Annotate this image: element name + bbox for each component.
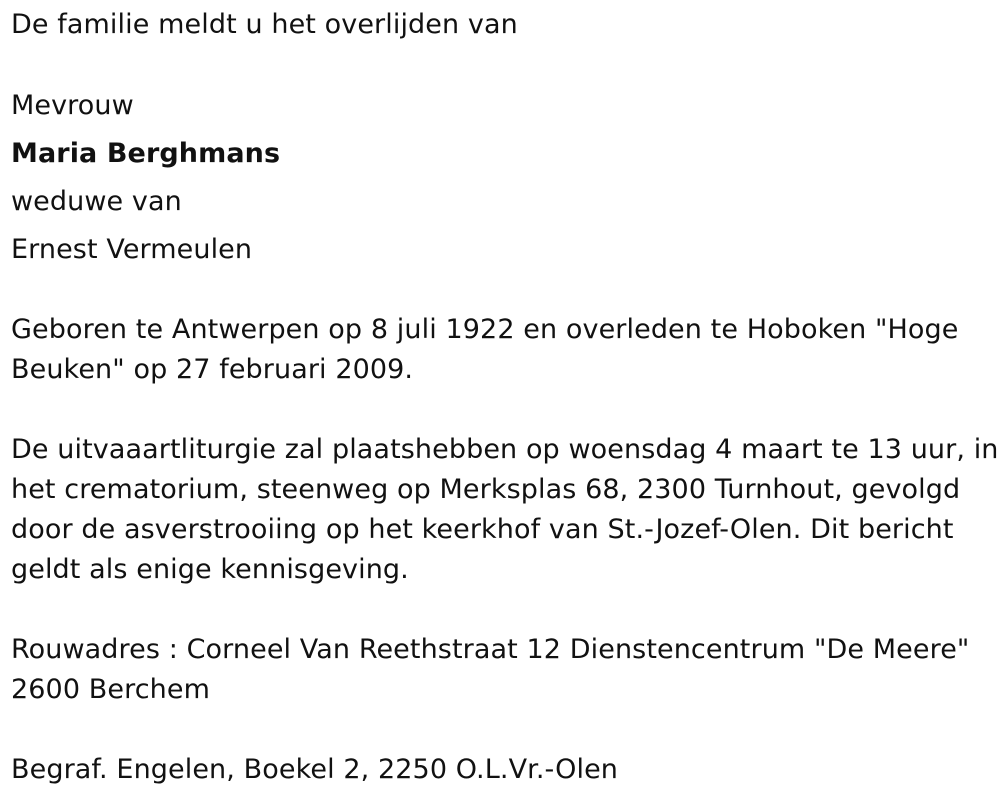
undertaker-line: Begraf. Engelen, Boekel 2, 2250 O.L.Vr.-Olen <box>11 754 619 785</box>
mourning-address-line-2: 2600 Berchem <box>11 674 211 705</box>
salutation: Mevrouw <box>11 90 134 121</box>
birth-death-line-1: Geboren te Antwerpen op 8 juli 1922 en overleden te Hoboken "Hoge <box>11 314 959 345</box>
funeral-line-2: het crematorium, steenweg op Merksplas 68, 2300 Turnhout, gevolgd <box>11 474 961 505</box>
birth-death-line-2: Beuken" op 27 februari 2009. <box>11 354 414 385</box>
spouse-name: Ernest Vermeulen <box>11 234 253 265</box>
deceased-name: Maria Berghmans <box>11 138 281 169</box>
mourning-address-line-1: Rouwadres : Corneel Van Reethstraat 12 Dienstencentrum "De Meere" <box>11 634 970 665</box>
widow-label: weduwe van <box>11 186 182 217</box>
funeral-line-1: De uitvaaartliturgie zal plaatshebben op woensdag 4 maart te 13 uur, in <box>11 434 999 465</box>
intro-text: De familie meldt u het overlijden van <box>11 9 518 40</box>
funeral-line-3: door de asverstrooiing op het keerkhof van St.-Jozef-Olen. Dit bericht <box>11 514 954 545</box>
funeral-line-4: geldt als enige kennisgeving. <box>11 554 409 585</box>
